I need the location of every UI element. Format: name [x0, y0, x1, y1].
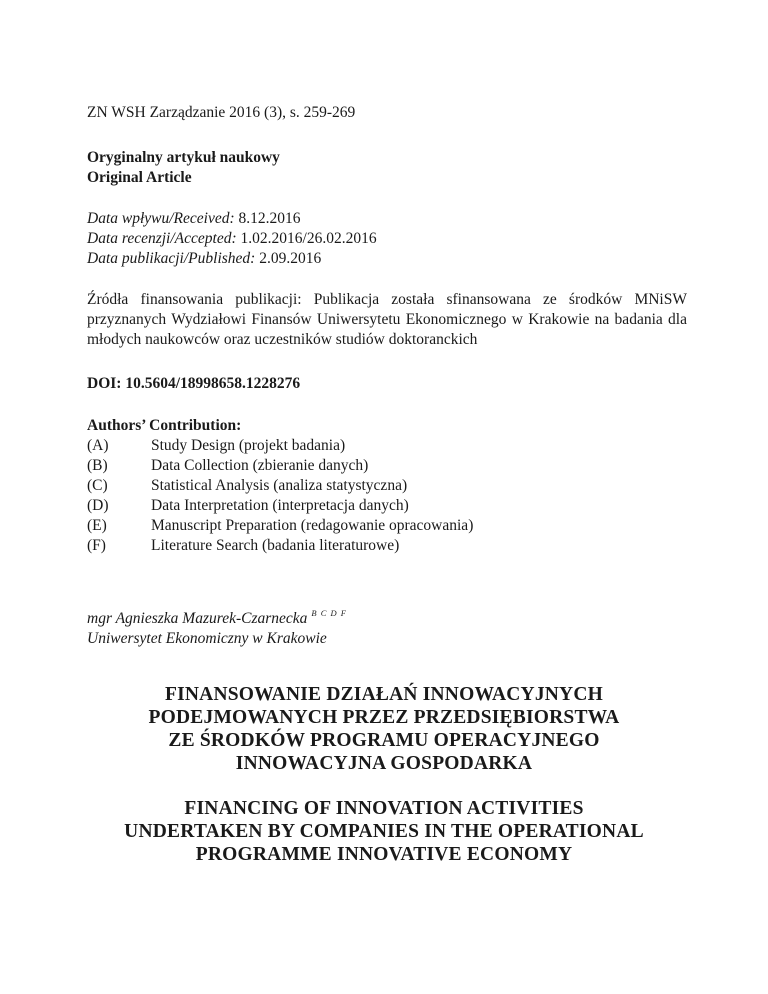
contribution-item — [87, 456, 687, 476]
title-en-line: PROGRAMME INNOVATIVE ECONOMY — [195, 844, 573, 865]
contribution-text: Manuscript Preparation (redagowanie opracowania) — [151, 517, 474, 534]
contribution-item — [87, 476, 687, 496]
title-pl-line: ZE ŚRODKÓW PROGRAMU OPERACYJNEGO — [168, 730, 600, 751]
contribution-text: Literature Search (badania literaturowe) — [151, 537, 400, 554]
contribution-key: (E) — [87, 517, 107, 534]
title-english — [0, 797, 768, 866]
title-pl-line: PODEJMOWANYCH PRZEZ PRZEDSIĘBIORSTWA — [148, 707, 620, 728]
date-published-label: Data publikacji/Published: — [87, 250, 256, 267]
funding-note: Źródła finansowania publikacji: Publikacja została sfinansowana ze środków MNiSW przyznanych Wydziałowi Finansów Uniwersytetu Ekonomicznego w Krakowie na badania dla młodych naukowców oraz uczestników studiów doktoranckich — [87, 291, 687, 348]
date-accepted-label: Data recenzji/Accepted: — [87, 230, 237, 247]
title-en-line: UNDERTAKEN BY COMPANIES IN THE OPERATIONAL — [124, 821, 644, 842]
contribution-item — [87, 536, 687, 556]
date-received — [87, 209, 687, 229]
title-en-line: FINANCING OF INNOVATION ACTIVITIES — [184, 798, 584, 819]
date-received-value: 8.12.2016 — [234, 210, 301, 227]
author-name-line — [87, 603, 687, 629]
authors-contribution — [87, 416, 687, 556]
date-published-value: 2.09.2016 — [255, 250, 322, 267]
article-dates — [87, 209, 687, 269]
contribution-key: (C) — [87, 477, 108, 494]
article-type-en: Original Article — [87, 169, 192, 186]
contribution-item — [87, 436, 687, 456]
date-published — [87, 249, 687, 269]
contribution-text: Study Design (projekt badania) — [151, 437, 346, 454]
contribution-text: Data Collection (zbieranie danych) — [151, 457, 369, 474]
contribution-key: (D) — [87, 497, 109, 514]
article-type — [87, 148, 687, 188]
contribution-heading: Authors’ Contribution: — [87, 417, 242, 434]
author-info — [87, 603, 687, 649]
doi-text: DOI: 10.5604/18998658.1228276 — [87, 375, 301, 392]
journal-reference — [87, 103, 687, 123]
date-accepted — [87, 229, 687, 249]
contribution-key: (A) — [87, 437, 109, 454]
author-affiliation: Uniwersytet Ekonomiczny w Krakowie — [87, 630, 327, 647]
title-pl-line: FINANSOWANIE DZIAŁAŃ INNOWACYJNYCH — [164, 684, 603, 705]
title-polish — [0, 683, 768, 775]
contribution-key: (F) — [87, 537, 106, 554]
contribution-text: Data Interpretation (interpretacja danych) — [151, 497, 409, 514]
contribution-item — [87, 516, 687, 536]
author-roles: B C D F — [311, 608, 347, 618]
doi — [87, 374, 687, 394]
date-accepted-value: 1.02.2016/26.02.2016 — [236, 230, 377, 247]
journal-ref-text: ZN WSH Zarządzanie 2016 (3), s. 259-269 — [87, 104, 356, 121]
author-name: mgr Agnieszka Mazurek-Czarnecka — [87, 610, 308, 627]
contribution-item — [87, 496, 687, 516]
article-type-pl: Oryginalny artykuł naukowy — [87, 149, 280, 166]
contribution-key: (B) — [87, 457, 108, 474]
title-pl-line: INNOWACYJNA GOSPODARKA — [235, 753, 533, 774]
date-received-label: Data wpływu/Received: — [87, 210, 235, 227]
contribution-text: Statistical Analysis (analiza statystyczna) — [151, 477, 408, 494]
